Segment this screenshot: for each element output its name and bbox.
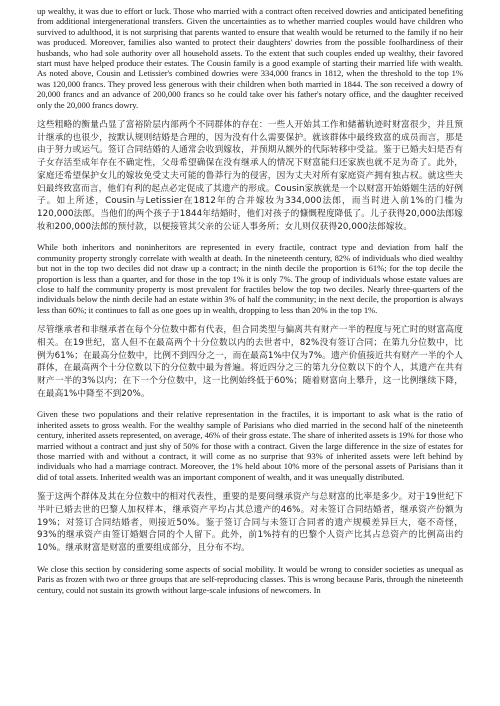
paragraph-en-3: Given these two populations and their relative representation in the fractiles, it is important to ask what is the ratio of inherited assets to gross wealth. For the wealthy sample of Parisians who died married in the second half of the nineteenth century, inherited assets represented, on average, 46% of their gross estate. The share of inherited assets is 19% for those who married without a contract and just shy of 50% for those with a contract. Given the large difference in the size of estates for those married with and without a contract, it will come as no surprise that 93% of inherited assets were left behind by individuals who had a marriage contract. Moreover, the 1% held about 10% more of the personal assets of Parisians than it did of total assets. Inherited wealth was an important component of wealth, and it was unequally distributed. bbox=[37, 409, 463, 482]
paragraph-en-4: We close this section by considering some aspects of social mobility. It would be wrong to consider societies as unequal as Paris as frozen with two or three groups that are self-reproducing classes. This is wrong because Paris, through the nineteenth century, could not sustain its growth without large-scale infusions of newcomers. In bbox=[37, 563, 463, 595]
paragraph-en-1: up wealthy, it was due to effort or luck. Those who married with a contract often received dowries and anticipated benefiting from additional intergenerational transfers. Given the uncertainties as to whether married couples would have children who survived to adulthood, it is not surprising that parents wanted to ensure that wealth would be returned to the family if no heir was produced. Moreover, families also wanted to protect their daughters' dowries from the possible foolhardiness of their husbands, who had sole authority over all household assets. To the extent that such couples ended up wealthy, their favored start must have helped produce their estates. The Cousin family is a good example of starting their married life with wealth. As noted above, Cousin and Letissier's combined dowries were 334,000 francs in 1812, when the threshold to the top 1% was 120,000 francs. They proved less generous with their children when both married in 1844. The son received a dowry of 20,000 francs and an advance of 200,000 francs so he could take over his father's notary office, and the daughter received only the 20,000 francs dowry. bbox=[37, 6, 463, 110]
paragraph-zh-3: 鉴于这两个群体及其在分位数中的相对代表性，重要的是要问继承资产与总财富的比率是多少。对于19世纪下半叶已婚去世的巴黎人加权样本，继承资产平均占其总遗产的46%。对未签订合同结婚者，继承资产份额为19%；对签订合同结婚者，则接近50%。鉴于签订合同与未签订合同者的遗产规模差异巨大，毫不奇怪，93%的继承资产由签订婚姻合同的个人留下。此外，前1%持有的巴黎个人资产比其占总资产的比例高出约10%。继承财富是财富的重要组成部分，且分布不均。 bbox=[37, 492, 463, 554]
paragraph-zh-2: 尽管继承者和非继承者在每个分位数中都有代表，但合同类型与偏离共有财产一半的程度与死亡时的财富高度相关。在19世纪，富人但不在最高两个十分位数以内的去世者中，82%没有签订合同；在第九分位数中，比例为61%；在最高分位数中，比例不到四分之一，而在最高1%中仅为7%。遗产价值接近共有财产一半的个人群体，在最高两个十分位数以下的分位数中最为普遍。将近四分之三的第九分位数以下的个人，其遗产在共有财产一半的3%以内；在下一个分位数中，这一比例始终低于60%；随着财富向上攀升，这一比例继续下降，在最高1%中降至不到20%。 bbox=[37, 325, 463, 399]
paragraph-en-2: While both inheritors and noninheritors are represented in every fractile, contract type and deviation from half the community property strongly correlate with wealth at death. In the nineteenth century, 82% of individuals who died wealthy but not in the top two deciles did not draw up a contract; in the ninth decile the proportion is 61%; for the top decile the proportion is less than a quarter, and for those in the top 1% it is only 7%. The group of individuals whose estate values are close to half the community property is most prevalent for fractiles below the top two deciles. Nearly three-quarters of the individuals below the ninth decile had an estate within 3% of half the community; in the next decile, the proportion is always less than 60%; it continues to fall as one goes up in wealth, dropping to less than 20% in the top 1%. bbox=[37, 242, 463, 315]
paragraph-zh-1: 这些粗略的衡量凸显了富裕阶层内部两个不同群体的存在：一些人开始其工作和储蓄轨迹时财富很少，并且预计继承的也很少，按默认规则结婚是合理的，因为没有什么需要保护。就该群体中最终致富的成员而言，那是由于努力或运气。签订合同结婚的人通常会收到嫁妆，并预期从额外的代际转移中受益。鉴于已婚夫妇是否有子女存活至成年存在不确定性，父母希望确保在没有继承人的情况下财富能归还家族也就不足为奇了。此外，家庭还希望保护女儿的嫁妆免受丈夫可能的鲁莽行为的侵害，因为丈夫对所有家庭资产拥有独占权。就这些夫妇最终致富而言，他们有利的起点必定促成了其遗产的形成。Cousin家族就是一个以财富开始婚姻生活的好例子。如上所述，Cousin与Letissier在1812年的合并嫁妆为334,000法郎，而当时进入前1%的门槛为120,000法郎。当他们的两个孩子于1844年结婚时，他们对孩子的慷慨程度降低了。儿子获得20,000法郎嫁妆和200,000法郎的预付款，以便接管其父亲的公证人事务所；女儿则仅获得20,000法郎嫁妆。 bbox=[37, 120, 463, 232]
document-page bbox=[37, 6, 463, 595]
